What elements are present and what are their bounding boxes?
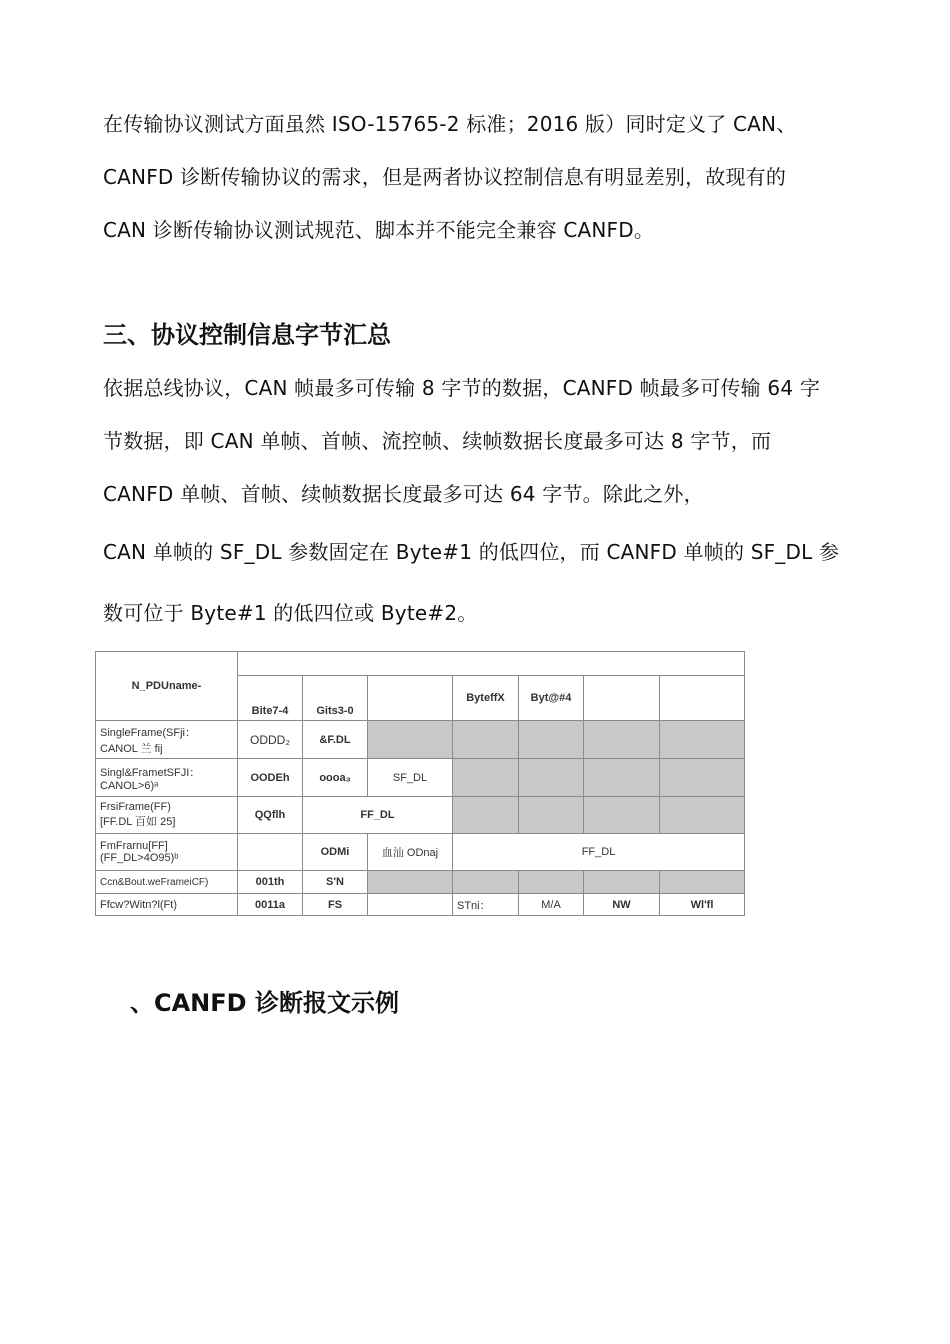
section-3-title: 三、协议控制信息字节汇总 xyxy=(103,321,391,349)
cell-empty xyxy=(584,871,660,894)
header-byte3: ByteffX xyxy=(453,676,519,721)
cell-empty xyxy=(660,759,745,797)
cell-bit3-0: ODMi xyxy=(303,834,368,871)
cell-bit3-0: S'N xyxy=(303,871,368,894)
section3-line-2: 节数据，即 CAN 单帧、首帧、流控帧、续帧数据长度最多可达 8 字节，而 xyxy=(103,429,772,453)
cell-empty xyxy=(453,797,519,834)
cell-empty xyxy=(660,797,745,834)
cell-empty xyxy=(453,759,519,797)
table-row xyxy=(96,871,745,894)
cell-byte3: STni： xyxy=(453,894,519,916)
cell-byte2: SF_DL xyxy=(368,759,453,797)
cell-empty xyxy=(368,871,453,894)
cell-bit7-4: QQflh xyxy=(238,797,303,834)
header-bit7-4: Bite7-4 xyxy=(238,676,303,721)
section-4-title: 、CANFD 诊断报文示例 xyxy=(130,989,399,1017)
row-name: FmFrarnu[FF] (FF_DL>4O95)ᵇ xyxy=(96,834,238,871)
cell-bit3-0: &F.DL xyxy=(303,721,368,759)
cell-empty xyxy=(368,721,453,759)
header-byte2 xyxy=(368,676,453,721)
cell-empty xyxy=(584,721,660,759)
header-byte5 xyxy=(584,676,660,721)
row-name: Singl&FrametSFJI： CANOL>6)ᵃ xyxy=(96,759,238,797)
table-row xyxy=(96,759,745,797)
cell-byte6: Wl'fl xyxy=(660,894,745,916)
cell-empty xyxy=(453,871,519,894)
header-npdu-name: N_PDUname- xyxy=(96,652,238,721)
cell-empty xyxy=(519,759,584,797)
table-row xyxy=(96,894,745,916)
cell-empty xyxy=(584,759,660,797)
cell-empty xyxy=(584,797,660,834)
header-byte-span xyxy=(238,652,745,676)
cell-bit7-4: ODDD₂ xyxy=(238,721,303,759)
section3-line-1: 依据总线协议，CAN 帧最多可传输 8 字节的数据，CANFD 帧最多可传输 64 字 xyxy=(103,376,821,400)
cell-bit7-4: 0011a xyxy=(238,894,303,916)
intro-line-3: CAN 诊断传输协议测试规范、脚本并不能完全兼容 CANFD。 xyxy=(103,218,655,242)
row-name: Ccn&Bout.weFrameiCF) xyxy=(96,871,238,894)
table-row xyxy=(96,721,745,759)
cell-bit3-0: FS xyxy=(303,894,368,916)
cell-bit7-4 xyxy=(238,834,303,871)
intro-line-2: CANFD 诊断传输协议的需求，但是两者协议控制信息有明显差别，故现有的 xyxy=(103,165,787,189)
cell-empty xyxy=(519,721,584,759)
cell-bit3-0: oooa₃ xyxy=(303,759,368,797)
row-name: Ffcw?Witn?l(Ft) xyxy=(96,894,238,916)
section3-line-4: CAN 单帧的 SF_DL 参数固定在 Byte#1 的低四位，而 CANFD 单帧的 SF_DL 参 xyxy=(103,540,840,564)
cell-empty xyxy=(519,871,584,894)
cell-empty xyxy=(519,797,584,834)
cell-ff-dl: FF_DL xyxy=(303,797,453,834)
table-row xyxy=(96,797,745,834)
cell-byte2: 血汕 ODnaj xyxy=(368,834,453,871)
cell-ff-dl-ext: FF_DL xyxy=(453,834,745,871)
cell-byte5: NW xyxy=(584,894,660,916)
header-bit3-0: Gits3-0 xyxy=(303,676,368,721)
cell-empty xyxy=(660,871,745,894)
table-header-row-top xyxy=(96,652,745,676)
cell-bit7-4: OODEh xyxy=(238,759,303,797)
table-row xyxy=(96,834,745,871)
header-byte6 xyxy=(660,676,745,721)
header-byte4: Byt@#4 xyxy=(519,676,584,721)
cell-byte4: M/A xyxy=(519,894,584,916)
row-name: FrsiFrame(FF) [FF.DL 百如 25] xyxy=(96,797,238,834)
cell-empty xyxy=(453,721,519,759)
intro-line-1: 在传输协议测试方面虽然 ISO-15765-2 标准；2016 版）同时定义了 CAN、 xyxy=(103,112,797,136)
section3-line-5: 数可位于 Byte#1 的低四位或 Byte#2。 xyxy=(103,601,478,625)
section3-line-3: CANFD 单帧、首帧、续帧数据长度最多可达 64 字节。除此之外， xyxy=(103,482,704,506)
cell-empty xyxy=(660,721,745,759)
cell-byte2 xyxy=(368,894,453,916)
cell-bit7-4: 001th xyxy=(238,871,303,894)
row-name: SingleFrame(SFji： CANOL 兰 fij xyxy=(96,721,238,759)
pci-table xyxy=(95,651,745,916)
